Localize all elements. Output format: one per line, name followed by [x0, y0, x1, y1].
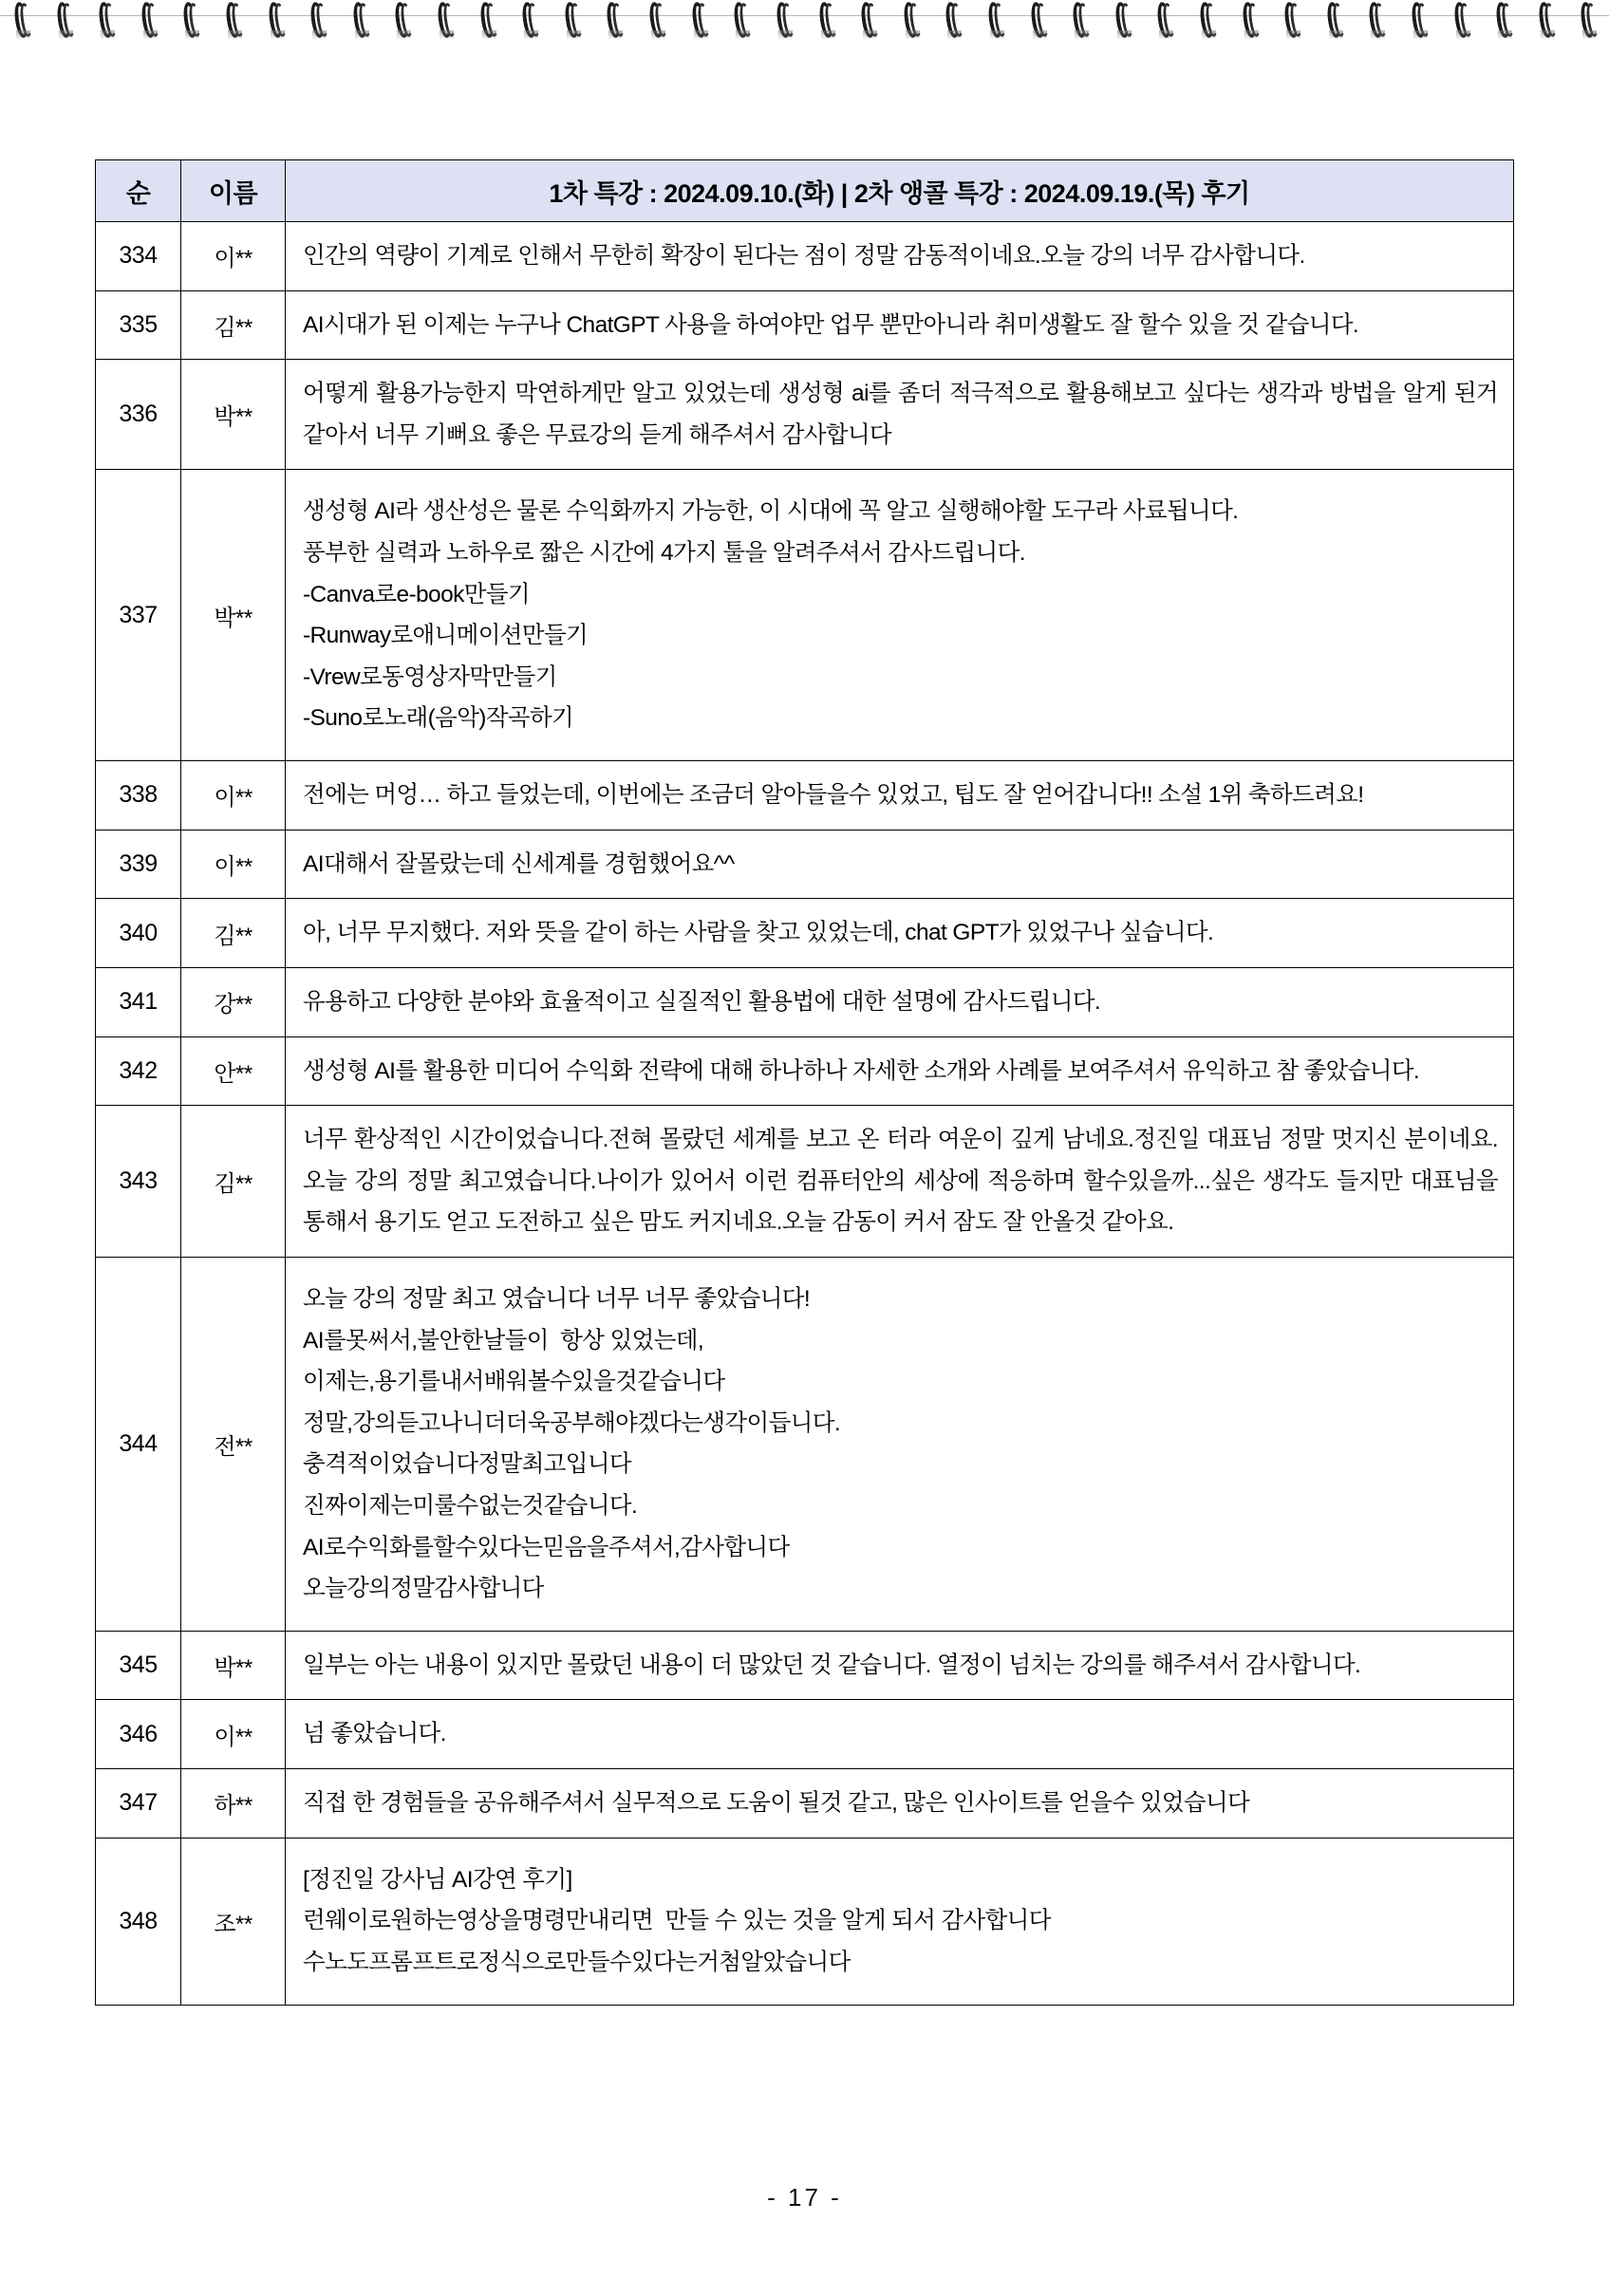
- review-sheet: [95, 159, 1513, 2006]
- binding-coil-icon: [270, 2, 286, 40]
- table-row: [96, 222, 1514, 291]
- review-text-line: 오늘강의정말감사합니다: [303, 1576, 544, 1602]
- review-text-cell: [286, 1631, 1514, 1700]
- table-row: [96, 1036, 1514, 1106]
- binding-coil-icon: [1032, 2, 1048, 40]
- reviewer-name-cell: 강**: [181, 967, 286, 1036]
- review-text-line: 풍부한 실력과 노하우로 짧은 시간에 4가지 툴을 알려주셔서 감사드립니다.: [303, 540, 1025, 567]
- review-text-line: 넘 좋았습니다.: [303, 1721, 446, 1747]
- row-number-cell: 346: [96, 1700, 181, 1769]
- reviewer-name-cell: 박**: [181, 360, 286, 470]
- review-text-cell: [286, 899, 1514, 968]
- binding-coil-icon: [1328, 2, 1344, 40]
- review-text-line: -Canva로e-book만들기: [303, 581, 530, 607]
- binding-coil-icon: [1116, 2, 1132, 40]
- row-number-cell: 335: [96, 290, 181, 360]
- row-number-cell: 334: [96, 222, 181, 291]
- review-text-cell: [286, 830, 1514, 899]
- binding-coil-icon: [608, 2, 624, 40]
- binding-coil-icon: [1581, 2, 1598, 40]
- review-text-line: AI로수익화를할수있다는믿음을주셔서,감사합니다: [303, 1534, 790, 1560]
- review-text-cell: [286, 1838, 1514, 2005]
- row-number-cell: 336: [96, 360, 181, 470]
- table-row: [96, 1631, 1514, 1700]
- review-text-line: -Runway로애니메이션만들기: [303, 623, 589, 649]
- review-text-line: 유용하고 다양한 분야와 효율적이고 실질적인 활용법에 대한 설명에 감사드립니다.: [303, 988, 1101, 1015]
- binding-coil-icon: [820, 2, 836, 40]
- review-text-line: 너무 환상적인 시간이었습니다.전혀 몰랐던 세계를 보고 온 터라 여운이 깊게 남네요.정진일 대표님 정말 멋지신 분이네요.오늘 강의 정말 최고였습니다.나이가 있어서 이런 컴퓨터안의 세상에 적응하며 할수있을까...싶은 생각도 들지만 대표님을 통해서 용기도 얻고 도전하고 싶은 맘도 커지네요.오늘 감동이 커서 잠도 잘 안올것 같아요.: [303, 1127, 1505, 1236]
- binding-coil-icon: [693, 2, 709, 40]
- review-text-line: 전에는 머엉… 하고 들었는데, 이번에는 조금더 알아들을수 있었고, 팁도 잘 얻어갑니다!! 소설 1위 축하드려요!: [303, 782, 1364, 809]
- binding-coil-icon: [100, 2, 116, 40]
- binding-coil-icon: [184, 2, 200, 40]
- row-number-cell: 342: [96, 1036, 181, 1106]
- table-row: [96, 761, 1514, 831]
- binding-coil-icon: [777, 2, 794, 40]
- row-number-cell: 343: [96, 1106, 181, 1258]
- table-row: [96, 1769, 1514, 1839]
- table-row: [96, 470, 1514, 761]
- table-row: [96, 1106, 1514, 1258]
- review-text-cell: [286, 1769, 1514, 1839]
- reviewer-name-cell: 전**: [181, 1257, 286, 1631]
- review-text-cell: [286, 761, 1514, 831]
- binding-coil-icon: [1540, 2, 1556, 40]
- review-text-line: 수노도프롬프트로정식으로만들수있다는거첨알았습니다: [303, 1949, 851, 1975]
- binding-coil-icon: [1497, 2, 1513, 40]
- binding-coil-icon: [481, 2, 497, 40]
- column-header-name: 이름: [181, 160, 286, 222]
- binding-coil-icon: [354, 2, 370, 40]
- binding-coil-icon: [1455, 2, 1471, 40]
- row-number-cell: 347: [96, 1769, 181, 1839]
- table-row: [96, 967, 1514, 1036]
- review-text-line: 직접 한 경험들을 공유해주셔서 실무적으로 도움이 될것 같고, 많은 인사이트를 얻을수 있었습니다: [303, 1790, 1250, 1817]
- review-text-cell: [286, 1257, 1514, 1631]
- review-text-cell: [286, 1036, 1514, 1106]
- binding-coil-icon: [905, 2, 921, 40]
- reviewer-name-cell: 박**: [181, 470, 286, 761]
- binding-coil-icon: [566, 2, 582, 40]
- binding-coil-icon: [989, 2, 1005, 40]
- review-text-cell: [286, 470, 1514, 761]
- binding-coil-icon: [523, 2, 539, 40]
- review-text-cell: [286, 1106, 1514, 1258]
- reviewer-name-cell: 조**: [181, 1838, 286, 2005]
- binding-coil-icon: [1244, 2, 1260, 40]
- review-text-line: 이제는,용기를내서배워볼수있을것같습니다: [303, 1369, 725, 1395]
- row-number-cell: 338: [96, 761, 181, 831]
- row-number-cell: 348: [96, 1838, 181, 2005]
- review-text-cell: [286, 290, 1514, 360]
- reviewer-name-cell: 김**: [181, 899, 286, 968]
- table-row: [96, 1700, 1514, 1769]
- table-row: [96, 1838, 1514, 2005]
- review-text-line: 오늘 강의 정말 최고 였습니다 너무 너무 좋았습니다!: [303, 1285, 811, 1312]
- review-text-line: AI시대가 된 이제는 누구나 ChatGPT 사용을 하여야만 업무 뿐만아니라 취미생활도 잘 할수 있을 것 같습니다.: [303, 311, 1359, 338]
- binding-coil-icon: [1370, 2, 1386, 40]
- row-number-cell: 337: [96, 470, 181, 761]
- row-number-cell: 345: [96, 1631, 181, 1700]
- column-header-content: 1차 특강 : 2024.09.10.(화) | 2차 앵콜 특강 : 2024.09.19.(목) 후기: [286, 160, 1514, 222]
- table-row: [96, 830, 1514, 899]
- review-text-line: 충격적이었습니다정말최고입니다: [303, 1451, 632, 1478]
- review-text-line: 런웨이로원하는영상을명령만내리면 만들 수 있는 것을 알게 되서 감사합니다: [303, 1908, 1051, 1934]
- review-text-line: AI를못써서,불안한날들이 항상 있었는데,: [303, 1327, 704, 1353]
- reviewer-name-cell: 이**: [181, 222, 286, 291]
- binding-coil-icon: [439, 2, 455, 40]
- binding-coil-icon: [311, 2, 327, 40]
- binding-coil-icon: [1074, 2, 1090, 40]
- reviewer-name-cell: 김**: [181, 1106, 286, 1258]
- reviewer-name-cell: 이**: [181, 761, 286, 831]
- row-number-cell: 344: [96, 1257, 181, 1631]
- review-text-cell: [286, 967, 1514, 1036]
- binding-coil-icon: [142, 2, 159, 40]
- review-text-line: -Vrew로동영상자막만들기: [303, 663, 557, 690]
- table-row: [96, 1257, 1514, 1631]
- column-header-no: 순: [96, 160, 181, 222]
- binding-coil-icon: [396, 2, 412, 40]
- reviewer-name-cell: 안**: [181, 1036, 286, 1106]
- binding-coil-icon: [946, 2, 963, 40]
- row-number-cell: 341: [96, 967, 181, 1036]
- review-text-line: -Suno로노래(음악)작곡하기: [303, 705, 574, 732]
- binding-coil-icon: [58, 2, 74, 40]
- review-text-line: [정진일 강사님 AI강연 후기]: [303, 1866, 572, 1893]
- row-number-cell: 339: [96, 830, 181, 899]
- review-text-line: 생성형 AI를 활용한 미디어 수익화 전략에 대해 하나하나 자세한 소개와 사례를 보여주셔서 유익하고 참 좋았습니다.: [303, 1057, 1420, 1084]
- table-row: [96, 360, 1514, 470]
- review-text-line: 인간의 역량이 기계로 인해서 무한히 확장이 된다는 점이 정말 감동적이네요.오늘 강의 너무 감사합니다.: [303, 243, 1305, 269]
- binding-coil-icon: [227, 2, 243, 40]
- binding-coil-icon: [1201, 2, 1217, 40]
- review-text-line: 생성형 AI라 생산성은 물론 수익화까지 가능한, 이 시대에 꼭 알고 실행해야할 도구라 사료됩니다.: [303, 498, 1239, 525]
- binding-coil-icon: [650, 2, 666, 40]
- page-number: - 17 -: [767, 2183, 842, 2212]
- header-row: [96, 160, 1514, 222]
- reviewer-name-cell: 박**: [181, 1631, 286, 1700]
- binding-coil-icon: [15, 2, 31, 40]
- table-header: [96, 160, 1514, 222]
- review-text-line: 어떻게 활용가능한지 막연하게만 알고 있었는데 생성형 ai를 좀더 적극적으로 활용해보고 싶다는 생각과 방법을 알게 된거 같아서 너무 기뻐요 좋은 무료강의 듣게 해주셔서 감사합니다: [303, 381, 1505, 448]
- reviewer-name-cell: 이**: [181, 1700, 286, 1769]
- binding-coil-icon: [735, 2, 751, 40]
- review-text-cell: [286, 360, 1514, 470]
- review-text-line: 정말,강의듣고나니더더욱공부해야겠다는생각이듭니다.: [303, 1409, 841, 1436]
- reviews-table: [95, 159, 1514, 2006]
- binding-coil-icon: [862, 2, 878, 40]
- reviewer-name-cell: 이**: [181, 830, 286, 899]
- review-text-line: 아, 너무 무지했다. 저와 뜻을 같이 하는 사람을 찾고 있었는데, chat GPT가 있었구나 싶습니다.: [303, 920, 1214, 946]
- reviewer-name-cell: 하**: [181, 1769, 286, 1839]
- review-text-line: AI대해서 잘몰랐는데 신세계를 경험했어요^^: [303, 850, 735, 877]
- reviewer-name-cell: 김**: [181, 290, 286, 360]
- table-row: [96, 290, 1514, 360]
- binding-coil-icon: [1285, 2, 1301, 40]
- review-text-cell: [286, 1700, 1514, 1769]
- binding-coil-icon: [1413, 2, 1429, 40]
- table-row: [96, 899, 1514, 968]
- review-text-line: 진짜이제는미룰수없는것같습니다.: [303, 1493, 638, 1520]
- review-text-cell: [286, 222, 1514, 291]
- row-number-cell: 340: [96, 899, 181, 968]
- review-text-line: 일부는 아는 내용이 있지만 몰랐던 내용이 더 많았던 것 같습니다. 열정이 넘치는 강의를 해주셔서 감사합니다.: [303, 1652, 1361, 1678]
- binding-coil-icon: [1158, 2, 1174, 40]
- spiral-binding: [0, 0, 1609, 53]
- table-body: [96, 222, 1514, 2006]
